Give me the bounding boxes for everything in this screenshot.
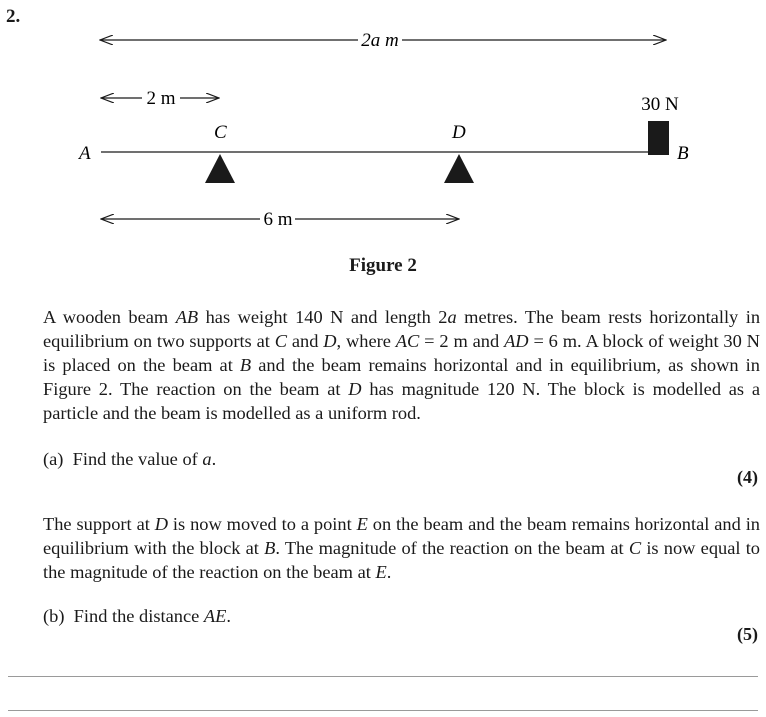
part-a-question: (a) Find the value of a. bbox=[43, 449, 217, 469]
part-b-marks: (5) bbox=[737, 624, 758, 644]
stem-paragraph: A wooden beam AB has weight 140 N and length 2a metres. The beam rests horizontally in equilibrium on two supports at C and D, where AC = 2 m and AD = 6 m. A block of weight 30 N is placed on the beam at B and the beam remains horizontal and in equilibrium, as shown in Figure 2. The reaction on the beam at D has magnitude 120 N. The block is modelled as a particle and the beam is modelled as a uniform rod. bbox=[43, 307, 761, 423]
support-d bbox=[444, 154, 474, 183]
part-a-marks: (4) bbox=[737, 467, 758, 487]
answer-line bbox=[8, 710, 758, 711]
answer-line bbox=[8, 676, 758, 677]
support-c bbox=[205, 154, 235, 183]
beam-diagram bbox=[0, 0, 766, 250]
question-number: 2. bbox=[6, 6, 21, 27]
part-b-question: (b) Find the distance AE. bbox=[43, 606, 231, 626]
question-stem bbox=[43, 305, 760, 425]
middle-paragraph: The support at D is now moved to a point E on the beam and the beam remains horizontal and in equilibrium with the block at B. The magnitude of the reaction on the beam at C is now equal to the magnitude of the reaction on the beam at E. bbox=[43, 514, 761, 582]
point-d-label: D bbox=[452, 122, 466, 143]
block-weight-label: 30 N bbox=[641, 94, 679, 115]
ad-length-label: 6 m bbox=[263, 209, 293, 230]
figure-caption: Figure 2 bbox=[349, 255, 417, 276]
point-b-label: B bbox=[677, 143, 689, 164]
total-length-label: 2a m bbox=[361, 30, 399, 51]
ac-length-label: 2 m bbox=[146, 88, 176, 109]
point-a-label: A bbox=[79, 143, 91, 164]
point-c-label: C bbox=[214, 122, 227, 143]
block bbox=[648, 121, 669, 155]
